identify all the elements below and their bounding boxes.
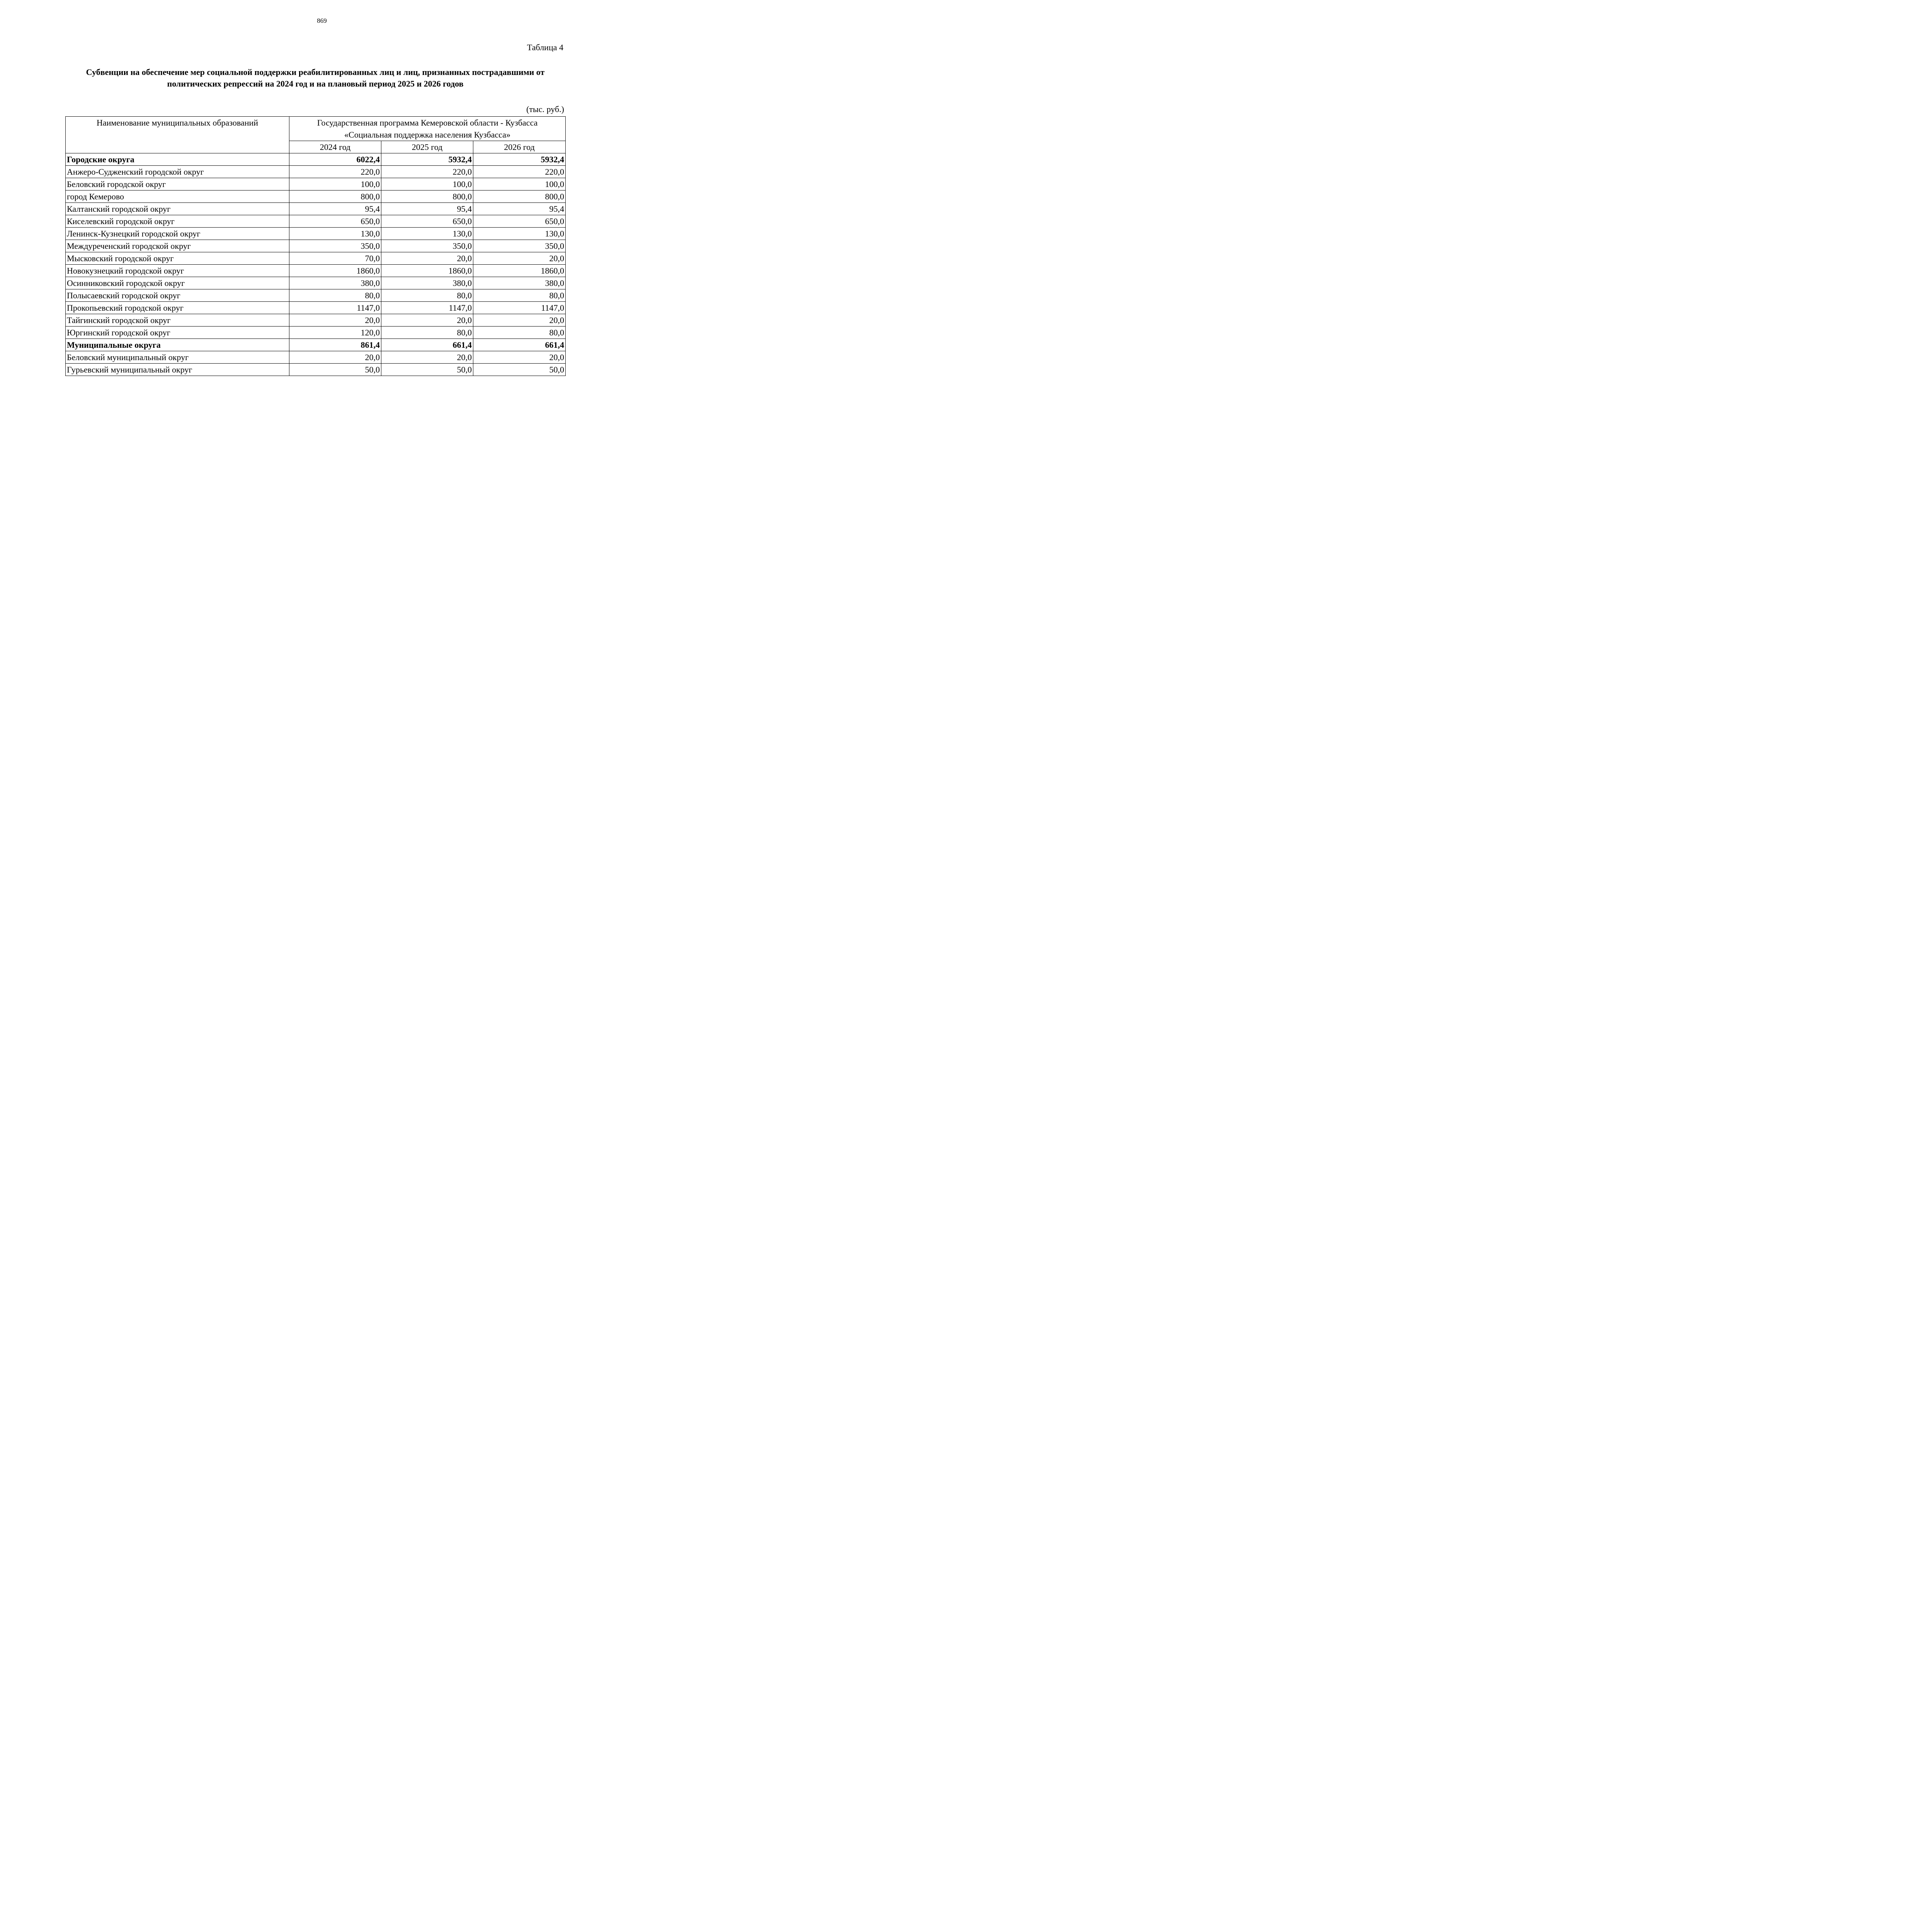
value-2024-cell: 650,0 [289,215,381,228]
value-2024-cell: 350,0 [289,240,381,252]
value-2024-cell: 6022,4 [289,153,381,166]
value-2024-cell: 1147,0 [289,302,381,314]
table-row [66,302,566,314]
table-row [66,166,566,178]
value-2026-cell: 80,0 [473,327,566,339]
row-name-cell: город Кемерово [66,191,289,203]
table-row [66,252,566,265]
value-2025-cell: 20,0 [381,314,473,327]
row-name-cell: Городские округа [66,153,289,166]
table-row [66,240,566,252]
table-header-row [66,117,566,141]
header-year-2025: 2025 год [381,141,473,153]
row-name-cell: Юргинский городской округ [66,327,289,339]
value-2025-cell: 130,0 [381,228,473,240]
table-row [66,327,566,339]
value-2025-cell: 380,0 [381,277,473,289]
value-2026-cell: 50,0 [473,364,566,376]
row-name-cell: Ленинск-Кузнецкий городской округ [66,228,289,240]
table-row [66,265,566,277]
row-name-cell: Осинниковский городской округ [66,277,289,289]
value-2026-cell: 20,0 [473,351,566,364]
value-2024-cell: 20,0 [289,314,381,327]
value-2024-cell: 50,0 [289,364,381,376]
row-name-cell: Киселевский городской округ [66,215,289,228]
value-2025-cell: 350,0 [381,240,473,252]
header-state-program [289,117,566,141]
row-name-cell: Беловский муниципальный округ [66,351,289,364]
table-body [66,153,566,376]
header-year-2026: 2026 год [473,141,566,153]
value-2026-cell: 1860,0 [473,265,566,277]
value-2026-cell: 661,4 [473,339,566,351]
value-2024-cell: 70,0 [289,252,381,265]
value-2024-cell: 20,0 [289,351,381,364]
table-row [66,203,566,215]
value-2026-cell: 130,0 [473,228,566,240]
value-2026-cell: 5932,4 [473,153,566,166]
value-2026-cell: 650,0 [473,215,566,228]
value-2025-cell: 50,0 [381,364,473,376]
header-year-2024: 2024 год [289,141,381,153]
row-name-cell: Анжеро-Судженский городской округ [66,166,289,178]
table-row [66,277,566,289]
table-row [66,228,566,240]
value-2024-cell: 80,0 [289,289,381,302]
table-group-row [66,153,566,166]
row-name-cell: Тайгинский городской округ [66,314,289,327]
value-2026-cell: 80,0 [473,289,566,302]
table-row [66,364,566,376]
value-2025-cell: 1860,0 [381,265,473,277]
value-2026-cell: 100,0 [473,178,566,191]
document-title: Субвенции на обеспечение мер социальной поддержки реабилитированных лиц и лиц, признанных пострадавшими от политических репрессий на 2024 год и на плановый период 2025 и 2026 годов [86,67,545,88]
row-name-cell: Новокузнецкий городской округ [66,265,289,277]
value-2026-cell: 20,0 [473,252,566,265]
table-row [66,191,566,203]
unit-label: (тыс. руб.) [526,104,564,114]
value-2026-cell: 20,0 [473,314,566,327]
value-2025-cell: 20,0 [381,351,473,364]
table-row [66,215,566,228]
value-2025-cell: 100,0 [381,178,473,191]
value-2026-cell: 95,4 [473,203,566,215]
value-2025-cell: 220,0 [381,166,473,178]
value-2025-cell: 80,0 [381,289,473,302]
table-label: Таблица 4 [527,43,563,52]
table-row [66,289,566,302]
value-2024-cell: 100,0 [289,178,381,191]
value-2024-cell: 380,0 [289,277,381,289]
value-2025-cell: 95,4 [381,203,473,215]
value-2025-cell: 20,0 [381,252,473,265]
row-name-cell: Междуреченский городской округ [66,240,289,252]
row-name-cell: Гурьевский муниципальный округ [66,364,289,376]
value-2025-cell: 661,4 [381,339,473,351]
row-name-cell: Прокопьевский городской округ [66,302,289,314]
table-row [66,314,566,327]
value-2025-cell: 5932,4 [381,153,473,166]
value-2024-cell: 130,0 [289,228,381,240]
table-group-row [66,339,566,351]
value-2024-cell: 861,4 [289,339,381,351]
header-program-text: Государственная программа Кемеровской области - Кузбасса «Социальная поддержка населения Кузбасса» [317,118,538,139]
page-number: 869 [317,17,327,24]
row-name-cell: Беловский городской округ [66,178,289,191]
row-name-cell: Муниципальные округа [66,339,289,351]
value-2025-cell: 1147,0 [381,302,473,314]
value-2026-cell: 350,0 [473,240,566,252]
row-name-cell: Мысковский городской округ [66,252,289,265]
value-2024-cell: 800,0 [289,191,381,203]
value-2026-cell: 220,0 [473,166,566,178]
row-name-cell: Полысаевский городской округ [66,289,289,302]
value-2024-cell: 220,0 [289,166,381,178]
value-2025-cell: 650,0 [381,215,473,228]
value-2026-cell: 380,0 [473,277,566,289]
table-row [66,178,566,191]
subventions-table [65,116,566,376]
value-2024-cell: 120,0 [289,327,381,339]
value-2025-cell: 800,0 [381,191,473,203]
value-2024-cell: 95,4 [289,203,381,215]
table-row [66,351,566,364]
value-2026-cell: 800,0 [473,191,566,203]
value-2024-cell: 1860,0 [289,265,381,277]
value-2026-cell: 1147,0 [473,302,566,314]
value-2025-cell: 80,0 [381,327,473,339]
header-municipality-name: Наименование муниципальных образований [66,117,289,153]
row-name-cell: Калтанский городской округ [66,203,289,215]
